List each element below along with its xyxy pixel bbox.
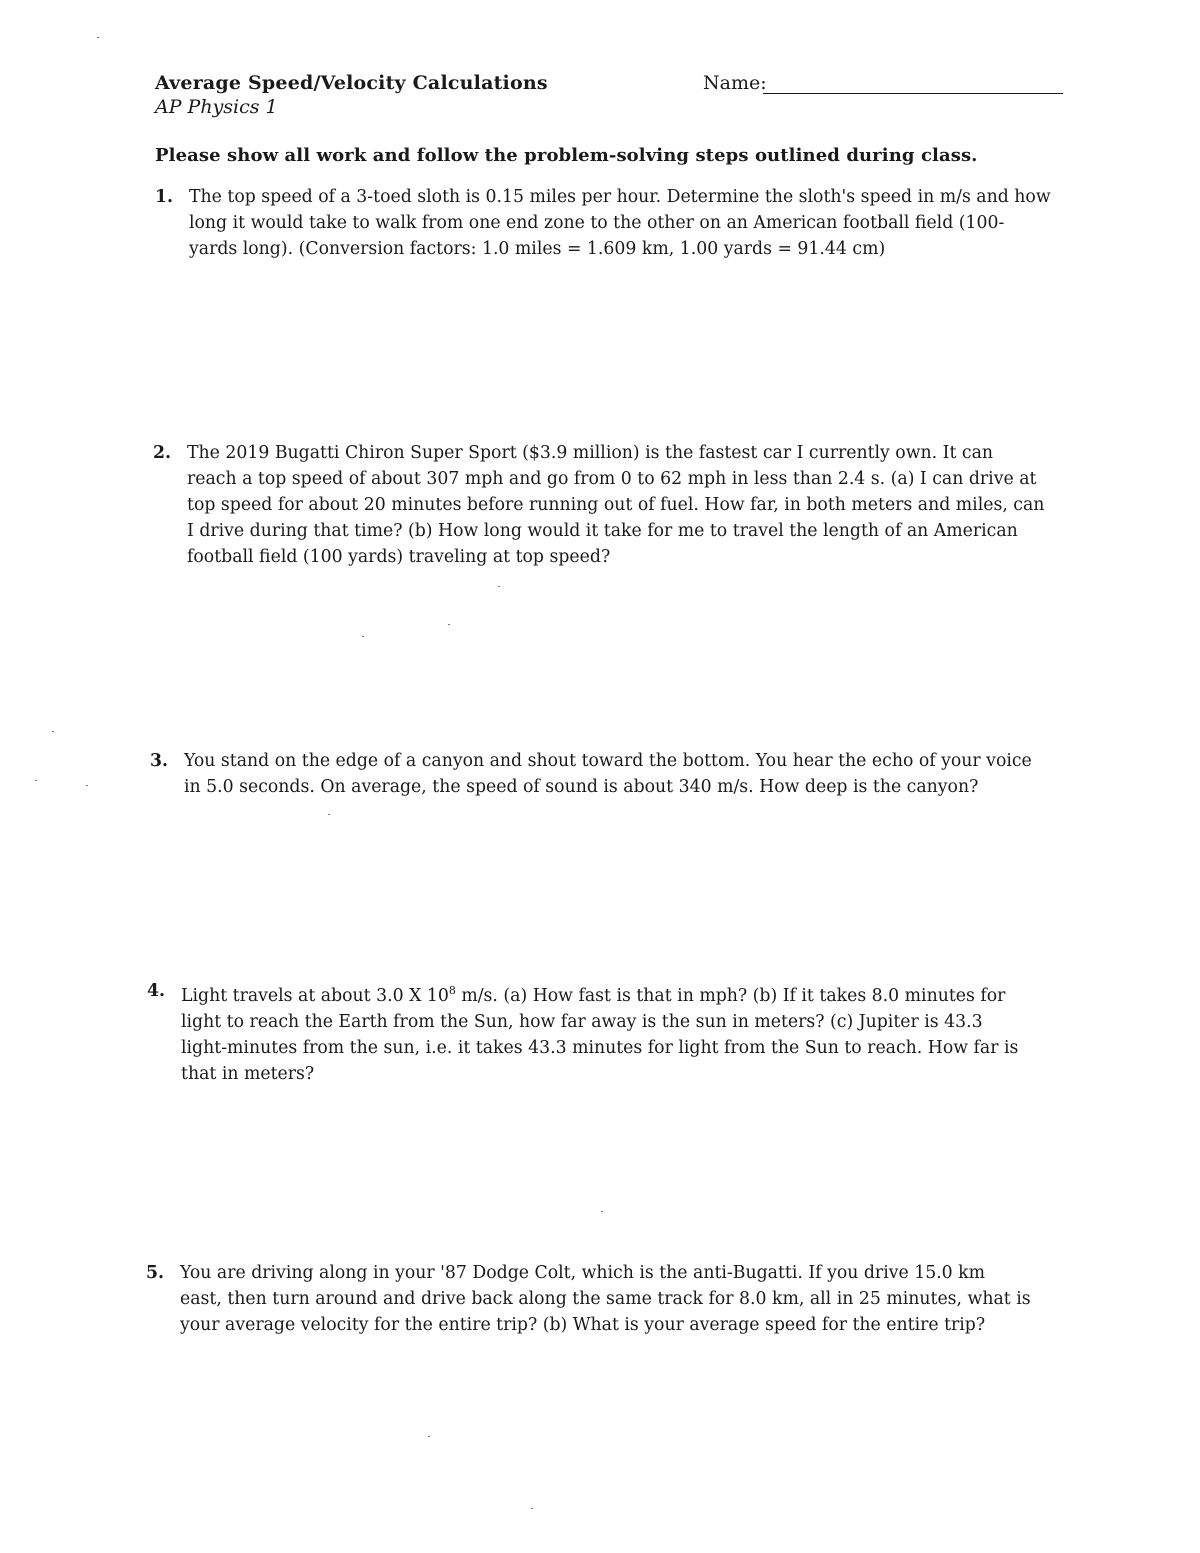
problem-line: long it would take to walk from one end zone to the other on an American football field (100- (189, 213, 1005, 233)
name-label: Name: (703, 72, 767, 94)
problem-line-suffix: m/s. (a) How fast is that in mph? (b) If it takes 8.0 minutes for (455, 985, 1006, 1006)
scan-speck (601, 1211, 603, 1212)
problem-number: 2. (153, 443, 172, 463)
problem-line: in 5.0 seconds. On average, the speed of sound is about 340 m/s. How deep is the canyon? (184, 777, 979, 797)
problem-number: 1. (155, 187, 174, 207)
problem-line: You stand on the edge of a canyon and shout toward the bottom. You hear the echo of your voice (184, 751, 1032, 771)
problem-line: You are driving along in your '87 Dodge Colt, which is the anti-Bugatti. If you drive 15.0 km (180, 1263, 986, 1283)
exponent: 8 (448, 984, 456, 997)
scan-speck (52, 731, 54, 732)
problem-4 (147, 978, 1018, 1087)
scan-speck (35, 780, 37, 781)
problem-line: light-minutes from the sun, i.e. it takes 43.3 minutes for light from the Sun to reach. How far is (181, 1037, 1019, 1058)
scan-speck (498, 586, 500, 587)
name-blank-line (763, 93, 1063, 94)
scan-speck (362, 636, 364, 637)
problem-line: your average velocity for the entire trip? (b) What is your average speed for the entire trip? (180, 1315, 986, 1335)
problem-1 (155, 184, 1051, 262)
problem-text (187, 440, 1044, 570)
problem-line: that in meters? (181, 1063, 315, 1084)
scan-speck (97, 37, 99, 38)
problem-line: football field (100 yards) traveling at top speed? (187, 547, 611, 567)
problem-text (181, 978, 1018, 1087)
scan-speck (448, 624, 450, 625)
problem-line: The 2019 Bugatti Chiron Super Sport ($3.9 million) is the fastest car I currently own. It can (187, 443, 993, 463)
problem-text (189, 184, 1051, 262)
course-subtitle: AP Physics 1 (155, 96, 278, 118)
instructions: Please show all work and follow the problem-solving steps outlined during class. (155, 145, 978, 166)
problem-number: 4. (147, 981, 166, 1001)
problem-5 (146, 1260, 1031, 1338)
problem-text (180, 1260, 1031, 1338)
scan-speck (328, 814, 330, 815)
problem-line-prefix: Light travels at about 3.0 X 10 (181, 985, 449, 1006)
problem-number: 5. (146, 1263, 165, 1283)
problem-line: The top speed of a 3-toed sloth is 0.15 miles per hour. Determine the sloth's speed in m/s and how (189, 187, 1051, 207)
problem-line: reach a top speed of about 307 mph and go from 0 to 62 mph in less than 2.4 s. (a) I can drive at (187, 469, 1037, 489)
problem-line: light to reach the Earth from the Sun, how far away is the sun in meters? (c) Jupiter is 43.3 (181, 1011, 983, 1032)
problem-2 (153, 440, 1044, 570)
problem-line: east, then turn around and drive back along the same track for 8.0 km, all in 25 minutes, what is (180, 1289, 1031, 1309)
problem-line (181, 978, 1018, 1009)
scan-speck (86, 785, 88, 786)
worksheet-title: Average Speed/Velocity Calculations (155, 72, 548, 94)
problem-line: top speed for about 20 minutes before running out of fuel. How far, in both meters and miles, can (187, 495, 1045, 515)
scan-speck (531, 1508, 533, 1509)
problem-text (184, 748, 1032, 800)
problem-3 (150, 748, 1032, 800)
problem-line: yards long). (Conversion factors: 1.0 miles = 1.609 km, 1.00 yards = 91.44 cm) (189, 239, 886, 259)
scan-speck (428, 1436, 430, 1437)
problem-line: I drive during that time? (b) How long would it take for me to travel the length of an American (187, 521, 1018, 541)
problem-number: 3. (150, 751, 169, 771)
